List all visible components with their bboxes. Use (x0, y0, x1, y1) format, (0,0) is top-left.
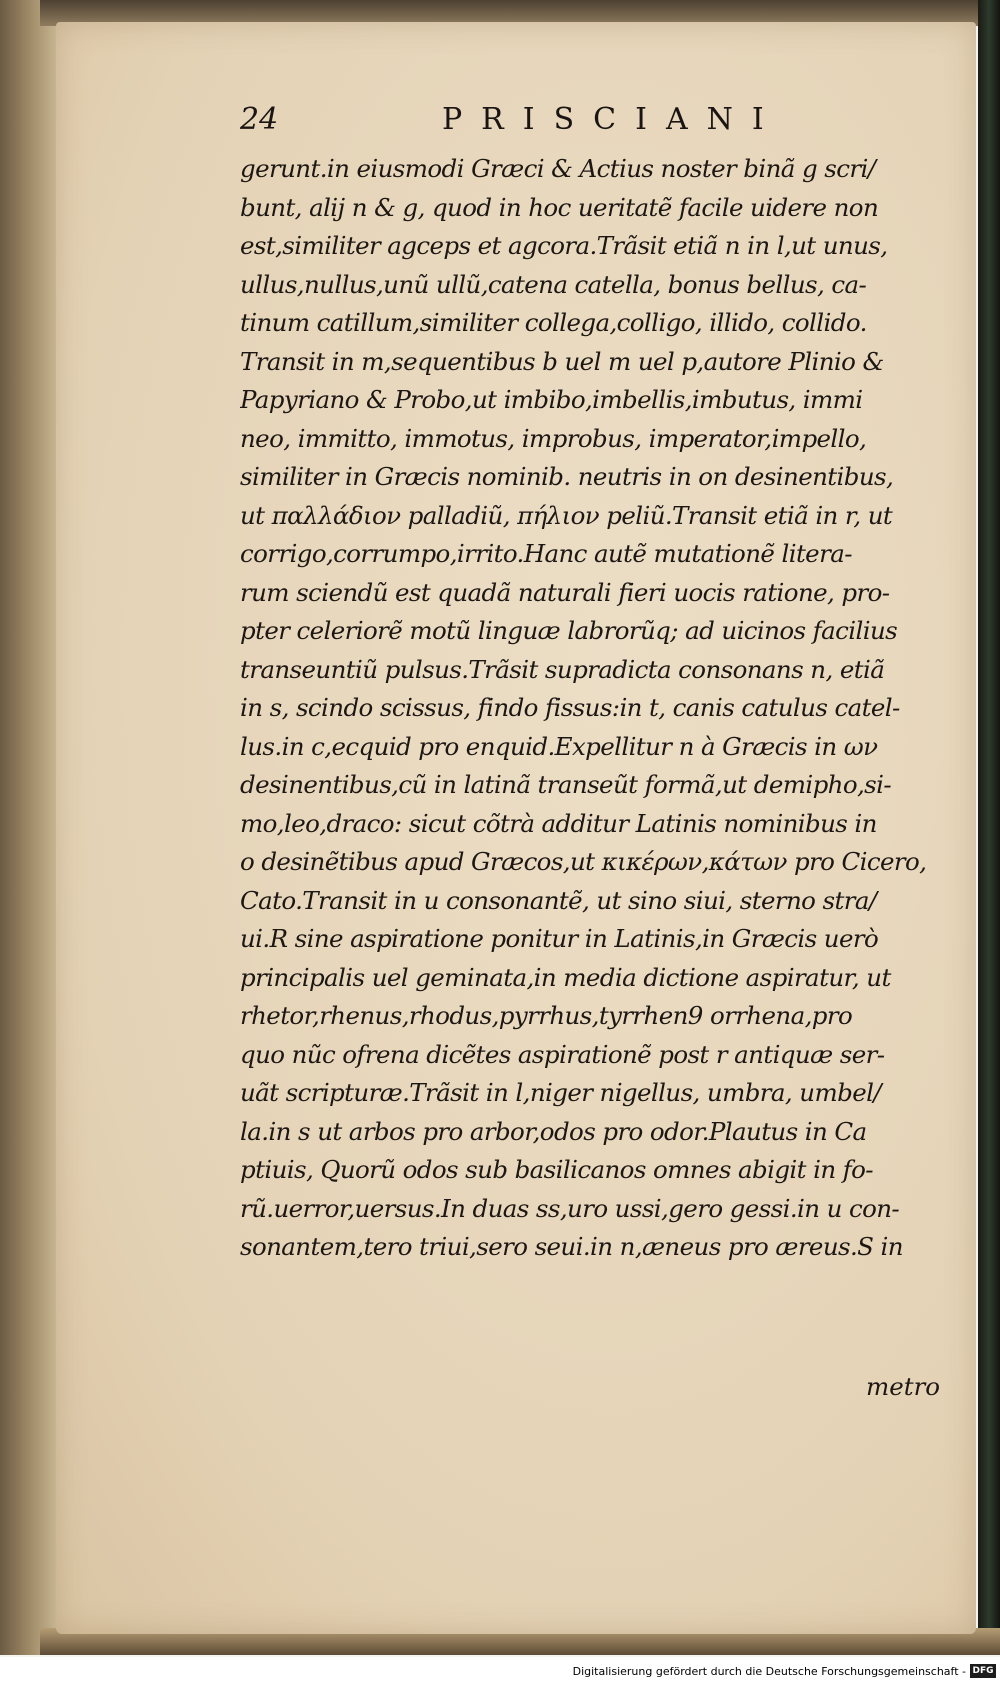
text-line: Papyriano & Probo,ut imbibo,imbellis,imbutus, immi (240, 385, 863, 414)
text-line: o desinẽtibus apud Græcos,ut κικέρων,κάτων pro Cicero, (240, 847, 927, 876)
text-line: ullus,nullus,unũ ullũ,catena catella, bonus bellus, ca- (240, 269, 867, 299)
running-title: PRISCIANI (442, 102, 783, 137)
text-line: uãt scripturæ.Trãsit in l,niger nigellus, umbra, umbel/ (240, 1078, 881, 1107)
text-line: bunt, alij n & g, quod in hoc ueritatẽ facile uidere non (240, 192, 879, 222)
text-line: corrigo,corrumpo,irrito.Hanc autẽ mutationẽ litera- (240, 539, 852, 568)
footer-credit: Digitalisierung gefördert durch die Deutsche Forschungsgemeinschaft - (572, 1665, 966, 1678)
catchword: metro (866, 1372, 941, 1401)
text-line: quo nũc ofrena dicẽtes aspirationẽ post r antiquæ ser- (240, 1039, 885, 1069)
text-line: ptiuis, Quorũ odos sub basilicanos omnes abigit in fo- (240, 1155, 873, 1184)
text-line: Cato.Transit in u consonantẽ, ut sino siui, sterno stra/ (240, 885, 877, 915)
page-body-text (240, 150, 960, 1267)
book-binding (0, 0, 58, 1655)
text-line: la.in s ut arbos pro arbor,odos pro odor.Plautus in Ca (240, 1116, 867, 1146)
text-line: in s, scindo scissus, findo fissus:in t, canis catulus catel- (240, 693, 900, 722)
text-line: desinentibus,cũ in latinã transeũt formã,ut demipho,si- (240, 770, 892, 799)
text-line: neo, immitto, immotus, improbus, imperator,impello, (240, 423, 867, 453)
text-line: rhetor,rhenus,rhodus,pyrrhus,tyrrhen9 orrhena,pro (240, 1001, 853, 1030)
text-line: mo,leo,draco: sicut cõtrà additur Latinis nominibus in (240, 808, 877, 838)
text-line: ut παλλάδιον palladiũ, πήλιον peliũ.Transit etiã in r, ut (240, 500, 893, 530)
text-line: rũ.uerror,uersus.In duas ss,uro ussi,gero gessi.in u con- (240, 1193, 900, 1223)
text-line: ui.R sine aspiratione ponitur in Latinis,in Græcis uerò (240, 924, 879, 953)
digitization-footer (0, 1657, 1000, 1687)
text-line: principalis uel geminata,in media dictione aspiratur, ut (240, 962, 891, 992)
text-line: similiter in Græcis nominib. neutris in on desinentibus, (240, 462, 894, 491)
text-line: pter celeriorẽ motũ linguæ labrorũq; ad uicinos facilius (240, 616, 898, 645)
text-line: Transit in m,sequentibus b uel m uel p,autore Plinio & (240, 346, 884, 376)
text-line: est,similiter agceps et agcora.Trãsit etiã n in l,ut unus, (240, 231, 888, 260)
text-line: gerunt.in eiusmodi Græci & Actius noster binã g scri/ (240, 154, 876, 183)
page-number: 24 (240, 102, 279, 137)
text-line: transeuntiũ pulsus.Trãsit supradicta consonans n, etiã (240, 654, 885, 684)
text-line: sonantem,tero triui,sero seui.in n,æneus pro æreus.S in (240, 1232, 903, 1261)
text-line: rum sciendũ est quadã naturali fieri uocis ratione, pro- (240, 577, 890, 607)
book-cover-right (978, 0, 1000, 1655)
text-line: tinum catillum,similiter collega,colligo, illido, collido. (240, 308, 867, 337)
dfg-logo: DFG (970, 1664, 996, 1678)
text-line: lus.in c,ecquid pro enquid.Expellitur n à Græcis in ων (240, 731, 878, 761)
